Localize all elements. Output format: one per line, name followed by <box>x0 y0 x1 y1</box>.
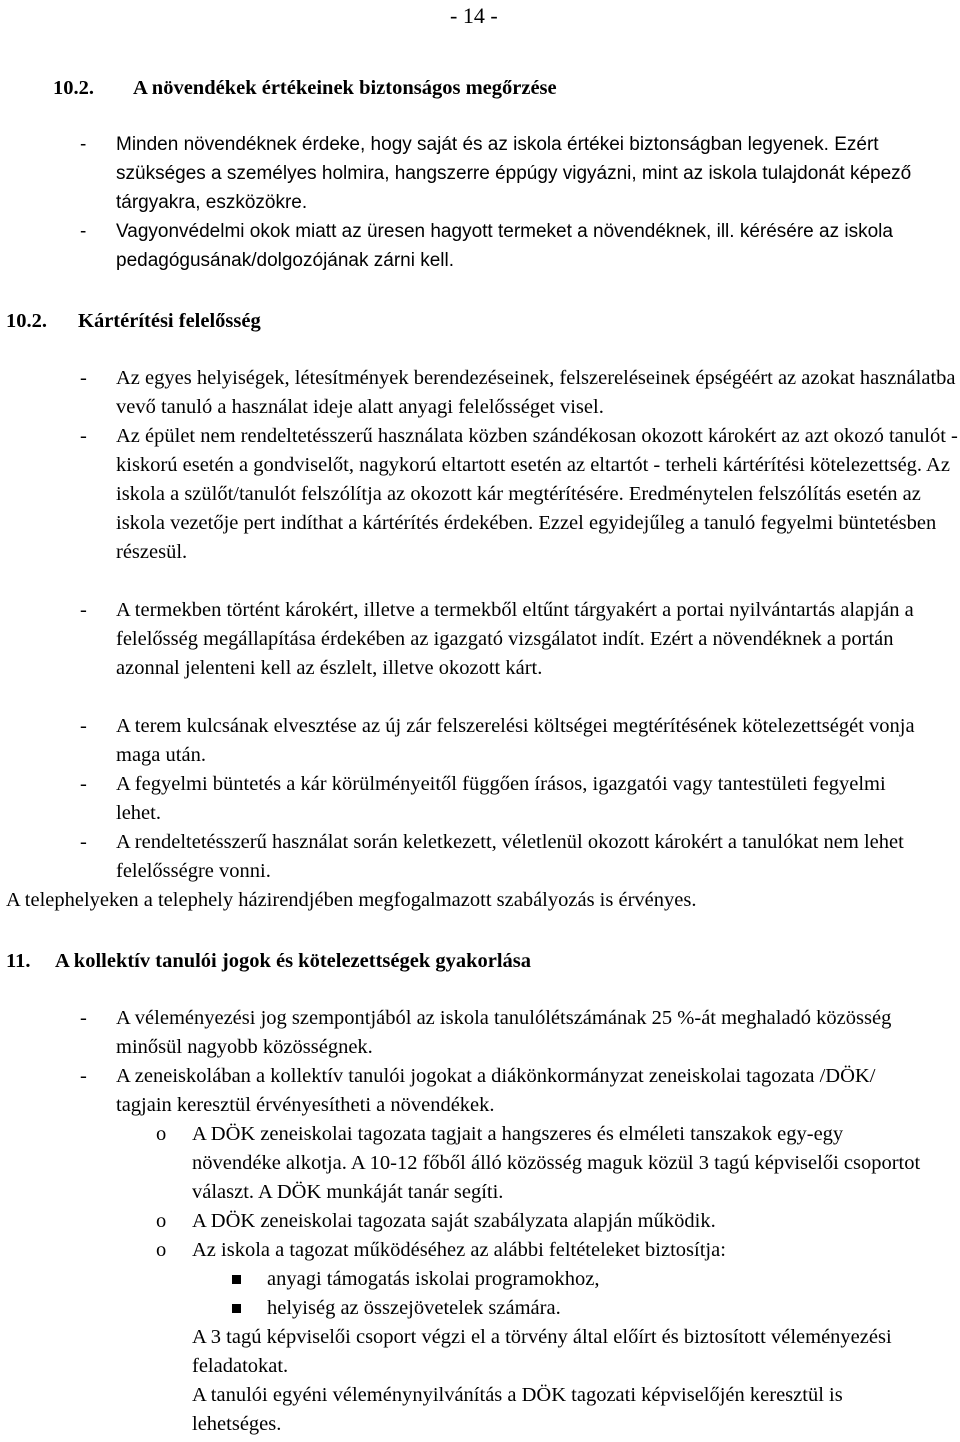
list-item: A véleményezési jog szempontjából az iskola tanulólétszámának 25 %-át meghaladó közösség minősül nagyobb közösségnek. <box>116 1007 892 1058</box>
list-item: Minden növendéknek érdeke, hogy saját és az iskola értékei biztonságban legyenek. Ezért szükséges a személyes holmira, hangszerre éppúgy vigyázni, mint az iskola tulajdonát képező tárgyakra, eszközökre. <box>116 134 912 213</box>
section-number-10-2b: 10.2. <box>6 310 47 332</box>
bullet-item: helyiség az összejövetelek számára. <box>267 1297 561 1319</box>
list-dash: - <box>80 1065 87 1087</box>
list-dash: - <box>80 425 87 447</box>
closing-sentence: A telephelyeken a telephely házirendjében megfogalmazott szabályozás is érvényes. <box>6 889 697 911</box>
list-item: A rendeltetésszerű használat során keletkezett, véletlenül okozott károkért a tanulókat nem lehet felelősségre vonni. <box>116 831 904 882</box>
list-dash: - <box>80 773 87 795</box>
list-item: Az épület nem rendeltetésszerű használata közben szándékosan okozott károkért az azt okozó tanulót - kiskorú esetén a gondviselőt, nagykorú eltartott esetén az eltartót - terheli kártérítési kötelezettség. Az iskola a szülőt/tanulót felszólítja az okozott kár megtérítésére. Eredménytelen felszólítás esetén az iskola vezetője pert indíthat a kártérítés érdekében. Ezzel egyidejűleg a tanuló fegyelmi büntetésben részesül. <box>116 425 958 563</box>
section-title-collective-rights: A kollektív tanulói jogok és kötelezettségek gyakorlása <box>55 950 532 972</box>
square-bullet-icon <box>232 1265 252 1294</box>
square-bullet-icon <box>232 1294 252 1323</box>
section-number-11: 11. <box>6 950 31 972</box>
list-dash: - <box>80 715 87 737</box>
sublist-item: A DÖK zeneiskolai tagozata saját szabályzata alapján működik. <box>192 1210 716 1232</box>
sublist-marker: o <box>156 1210 167 1232</box>
list-item: Az egyes helyiségek, létesítmények berendezéseinek, felszereléseinek épségéért az azokat használatba vevő tanuló a használat ideje alatt anyagi felelősséget visel. <box>116 367 956 418</box>
section-title-liability: Kártérítési felelősség <box>78 310 261 332</box>
bullet-item: anyagi támogatás iskolai programokhoz, <box>267 1268 600 1290</box>
note-paragraph: A 3 tagú képviselői csoport végzi el a törvény által előírt és biztosított véleményezési feladatokat. <box>192 1326 892 1377</box>
page-number: - 14 - <box>450 3 498 28</box>
list-dash: - <box>80 367 87 389</box>
list-item: A terem kulcsának elvesztése az új zár felszerelési költségei megtérítésének kötelezettségét vonja maga után. <box>116 715 915 766</box>
list-item: A termekben történt károkért, illetve a termekből eltűnt tárgyakért a portai nyilvántartás alapján a felelősség megállapítása érdekében az igazgató vizsgálatot indít. Ezért a növendéknek a portán azonnal jelenteni kell az észlelt, illetve okozott kárt. <box>116 599 914 679</box>
list-dash: - <box>80 1007 87 1029</box>
list-dash: - <box>80 599 87 621</box>
section-title-valuables: A növendékek értékeinek biztonságos megőrzése <box>133 77 557 99</box>
sublist-marker: o <box>156 1239 167 1261</box>
section-number-10-2a: 10.2. <box>53 77 94 99</box>
sublist-item: Az iskola a tagozat működéséhez az alábbi feltételeket biztosítja: <box>192 1239 726 1261</box>
list-item: A fegyelmi büntetés a kár körülményeitől függően írásos, igazgatói vagy tantestületi fegyelmi lehet. <box>116 773 886 824</box>
sublist-item: A DÖK zeneiskolai tagozata tagjait a hangszeres és elméleti tanszakok egy-egy növendéke alkotja. A 10-12 főből álló közösség maguk közül 3 tagú képviselői csoportot választ. A DÖK munkáját tanár segíti. <box>192 1123 921 1203</box>
note-paragraph: A tanulói egyéni véleménynyilvánítás a DÖK tagozati képviselőjén keresztül is lehetséges. <box>192 1384 843 1435</box>
list-item: Vagyonvédelmi okok miatt az üresen hagyott termeket a növendéknek, ill. kérésére az iskola pedagógusának/dolgozójának zárni kell. <box>116 221 893 271</box>
list-item: A zeneiskolában a kollektív tanulói jogokat a diákönkormányzat zeneiskolai tagozata /DÖK/ tagjain keresztül érvényesítheti a növendékek. <box>116 1065 876 1116</box>
sublist-marker: o <box>156 1123 167 1145</box>
list-dash: - <box>80 134 87 155</box>
list-dash: - <box>80 221 87 242</box>
list-dash: - <box>80 831 87 853</box>
